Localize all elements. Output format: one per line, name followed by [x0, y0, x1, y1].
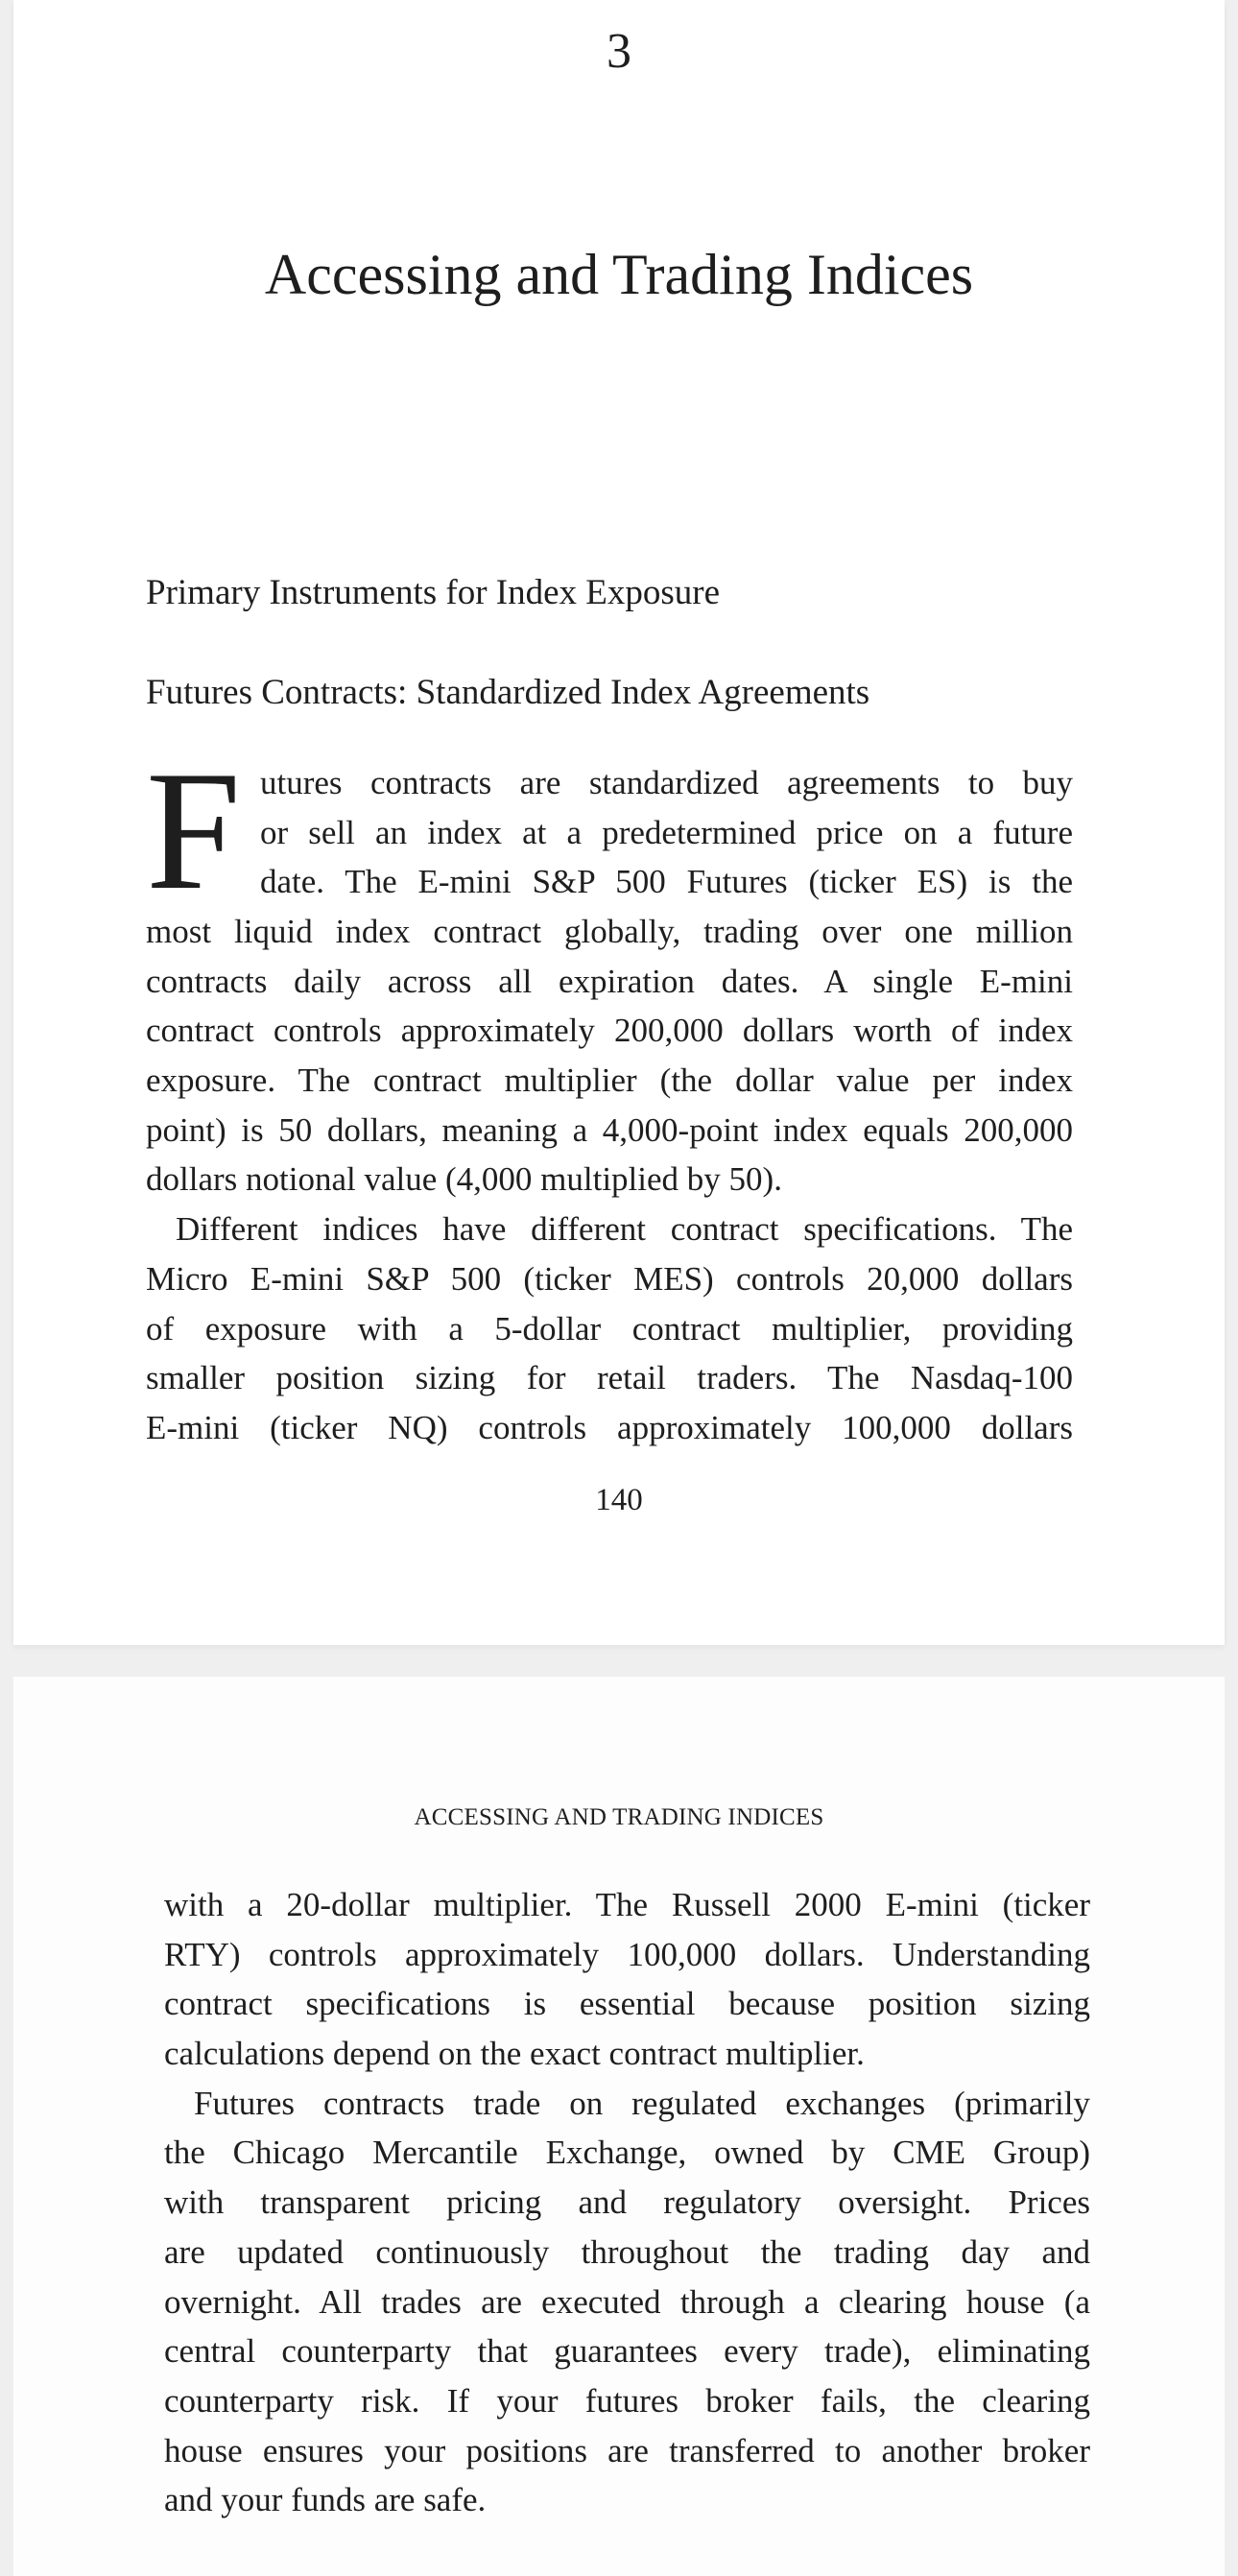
- text-line: with a 20-dollar multiplier. The Russell 2000 E-mini (ticker: [164, 1886, 1090, 1923]
- text-line: Different indices have different contract specifications. The: [176, 1210, 1073, 1249]
- section-heading: Primary Instruments for Index Exposure: [146, 573, 721, 612]
- text-line: smaller position sizing for retail traders. The Nasdaq-100: [146, 1359, 1073, 1397]
- text-line: contract specifications is essential because position sizing: [164, 1985, 1090, 2023]
- chapter-number: 3: [607, 24, 631, 79]
- book-page-140: [13, 0, 1225, 1645]
- text-line: overnight. All trades are executed through a clearing house (a: [164, 2282, 1090, 2321]
- subsection-heading: Futures Contracts: Standardized Index Agreements: [146, 673, 870, 712]
- text-line: contract controls approximately 200,000 dollars worth of index: [146, 1012, 1073, 1050]
- text-line: exposure. The contract multiplier (the dollar value per index: [146, 1061, 1073, 1100]
- paragraph: [146, 907, 1073, 1453]
- text-line: date. The E-mini S&P 500 Futures (ticker ES) is the: [260, 863, 1073, 901]
- text-line: house ensures your positions are transferred to another broker: [164, 2431, 1090, 2469]
- drop-cap: F: [146, 735, 241, 925]
- text-line: contracts daily across all expiration dates. A single E-mini: [146, 962, 1073, 1000]
- text-line: RTY) controls approximately 100,000 dollars. Understanding: [164, 1935, 1090, 1973]
- paragraph: [164, 1880, 1090, 2525]
- text-line: most liquid index contract globally, trading over one million: [146, 913, 1073, 950]
- text-line: dollars notional value (4,000 multiplied by 50).: [146, 1160, 782, 1199]
- text-line: of exposure with a 5-dollar contract multiplier, providing: [146, 1309, 1073, 1348]
- text-line: counterparty risk. If your futures broker fails, the clearing: [164, 2381, 1090, 2420]
- text-line: E-mini (ticker NQ) controls approximately 100,000 dollars: [146, 1408, 1073, 1446]
- book-page-next: [13, 1677, 1225, 2576]
- text-line: and your funds are safe.: [164, 2481, 487, 2519]
- text-line: utures contracts are standardized agreements to buy: [260, 764, 1073, 801]
- chapter-title: Accessing and Trading Indices: [264, 243, 974, 306]
- text-line: with transparent pricing and regulatory oversight. Prices: [164, 2183, 1090, 2222]
- running-head: ACCESSING AND TRADING INDICES: [414, 1804, 824, 1830]
- text-line: central counterparty that guarantees every trade), eliminating: [164, 2332, 1090, 2371]
- text-line: are updated continuously throughout the trading day and: [164, 2232, 1090, 2271]
- text-line: Micro E-mini S&P 500 (ticker MES) controls 20,000 dollars: [146, 1259, 1073, 1298]
- paragraph-dropcap-lines: [260, 758, 1073, 907]
- text-line: point) is 50 dollars, meaning a 4,000-point index equals 200,000: [146, 1110, 1073, 1149]
- text-line: Futures contracts trade on regulated exchanges (primarily: [194, 2084, 1090, 2122]
- page-number: 140: [595, 1483, 643, 1517]
- text-line: the Chicago Mercantile Exchange, owned by CME Group): [164, 2134, 1090, 2172]
- text-line: calculations depend on the exact contract multiplier.: [164, 2035, 865, 2073]
- text-line: or sell an index at a predetermined price on a future: [260, 813, 1073, 851]
